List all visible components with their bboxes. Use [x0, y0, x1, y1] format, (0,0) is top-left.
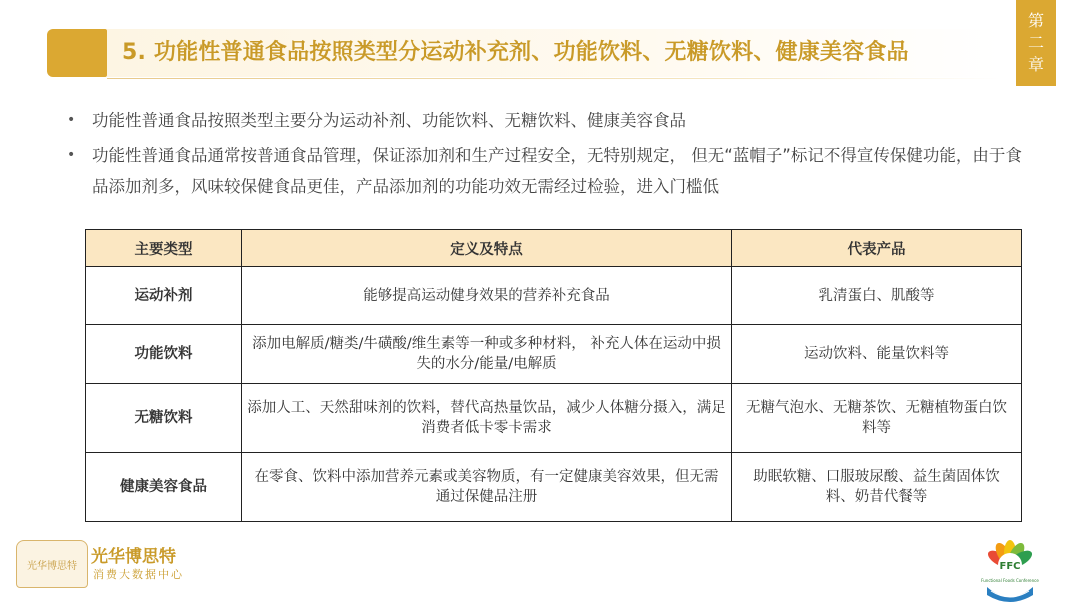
ffc-logo-text: FFC	[999, 561, 1021, 572]
header-definition: 定义及特点	[242, 230, 732, 267]
brand-subtitle: 消费大数据中心	[93, 568, 184, 581]
cell-products: 乳清蛋白、肌酸等	[732, 267, 1022, 325]
table-row	[86, 325, 1022, 384]
title-underline	[107, 78, 1000, 79]
bullet-item	[62, 105, 1022, 136]
brand-badge-icon	[16, 540, 88, 588]
ffc-logo	[975, 535, 1045, 605]
cell-products: 无糖气泡水、无糖茶饮、无糖植物蛋白饮料等	[732, 384, 1022, 453]
cell-type: 无糖饮料	[86, 384, 242, 453]
cell-definition: 在零食、饮料中添加营养元素或美容物质，有一定健康美容效果，但无需通过保健品注册	[242, 453, 732, 522]
table-row	[86, 384, 1022, 453]
bullet-dot-icon: •	[67, 147, 76, 163]
ffc-globe-icon	[975, 535, 1045, 605]
category-table	[85, 229, 1022, 522]
cell-type: 运动补剂	[86, 267, 242, 325]
brand-logo	[16, 540, 216, 588]
brand-name: 光华博思特	[91, 547, 176, 567]
bullet-item	[62, 140, 1022, 202]
cell-definition: 能够提高运动健身效果的营养补充食品	[242, 267, 732, 325]
table-row	[86, 267, 1022, 325]
cell-type: 功能饮料	[86, 325, 242, 384]
header-type: 主要类型	[86, 230, 242, 267]
chapter-char-2: 二	[1027, 33, 1044, 52]
bullet-list	[62, 105, 1022, 206]
cell-definition: 添加人工、天然甜味剂的饮料，替代高热量饮品，减少人体糖分摄入，满足消费者低卡零卡需求	[242, 384, 732, 453]
ffc-logo-subtitle: Functional Foods Conference	[981, 578, 1039, 583]
cell-type: 健康美容食品	[86, 453, 242, 522]
cell-products: 助眠软糖、口服玻尿酸、益生菌固体饮料、奶昔代餐等	[732, 453, 1022, 522]
title-accent-tab	[47, 29, 107, 77]
table-header-row	[86, 230, 1022, 267]
page-title: 5. 功能性普通食品按照类型分运动补充剂、功能饮料、无糖饮料、健康美容食品	[122, 40, 909, 65]
cell-definition: 添加电解质/糖类/牛磺酸/维生素等一种或多种材料， 补充人体在运动中损失的水分/能量/电解质	[242, 325, 732, 384]
brand-badge-text: 光华博思特	[27, 560, 77, 572]
table-row	[86, 453, 1022, 522]
bullet-dot-icon: •	[67, 112, 76, 128]
chapter-char-1: 第	[1027, 11, 1044, 30]
bullet-text: 功能性普通食品通常按普通食品管理，保证添加剂和生产过程安全，无特别规定， 但无“蓝帽子”标记不得宣传保健功能，由于食品添加剂多，风味较保健食品更佳，产品添加剂的功能功效无需经过检验，进入门槛低	[92, 146, 1022, 196]
chapter-char-3: 章	[1027, 55, 1044, 74]
cell-products: 运动饮料、能量饮料等	[732, 325, 1022, 384]
bullet-text: 功能性普通食品按照类型主要分为运动补剂、功能饮料、无糖饮料、健康美容食品	[92, 111, 686, 130]
chapter-marker	[1016, 0, 1056, 86]
header-products: 代表产品	[732, 230, 1022, 267]
